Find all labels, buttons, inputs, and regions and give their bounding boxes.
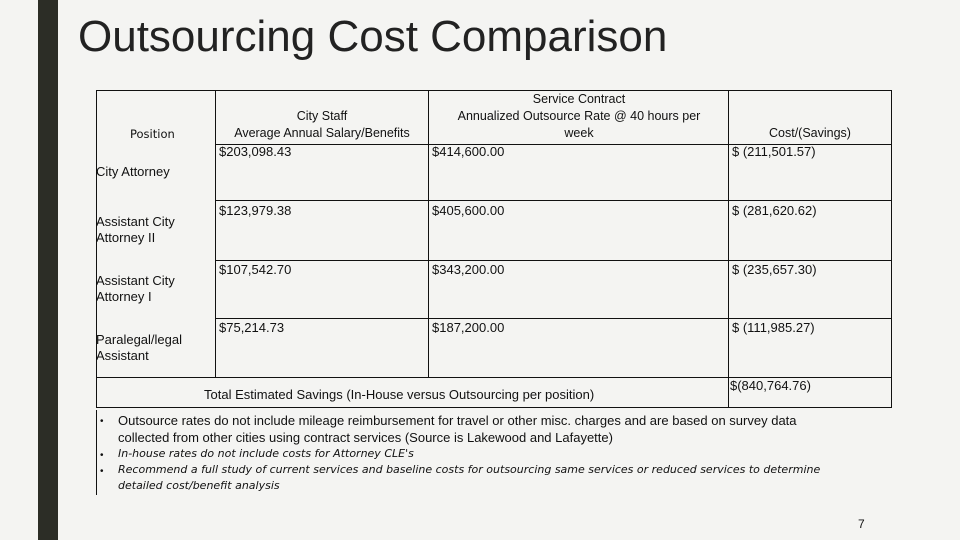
row-cost-savings: $ (111,985.27) (732, 320, 815, 335)
note-recommendation: Recommend a full study of current services and baseline costs for outsourcing same services or reduced services to determine detailed cost/benefit analysis (118, 463, 821, 492)
table-border-right (891, 90, 892, 408)
row-city-staff-cost: $203,098.43 (219, 144, 292, 159)
slide-title: Outsourcing Cost Comparison (78, 12, 668, 61)
row-city-staff-cost: $75,214.73 (219, 320, 285, 335)
row-position: Paralegal/legal Assistant (96, 332, 183, 363)
row-position: City Attorney (96, 164, 170, 179)
row-contract-cost: $414,600.00 (432, 144, 505, 159)
note-in-house-rates: In-house rates do not include costs for Attorney CLE's (118, 447, 414, 460)
bullet-marker: • (100, 450, 104, 461)
left-accent-bar (38, 0, 58, 540)
row-cost-savings: $ (281,620.62) (732, 203, 817, 218)
table-border-bottom (96, 407, 892, 408)
bullet-marker: • (100, 466, 104, 477)
cost-comparison-table (96, 90, 892, 408)
header-position: Position (130, 127, 175, 141)
page-number: 7 (858, 517, 865, 531)
total-label: Total Estimated Savings (In-House versus Outsourcing per position) (204, 387, 595, 402)
row-cost-savings: $ (211,501.57) (732, 144, 816, 159)
bullet-marker: • (100, 416, 104, 427)
row-position: Assistant City Attorney I (96, 273, 175, 304)
row-divider-3 (215, 260, 892, 261)
row-divider-2 (215, 200, 892, 201)
row-cost-savings: $ (235,657.30) (732, 262, 817, 277)
row-city-staff-cost: $123,979.38 (219, 203, 292, 218)
header-service-contract: Service Contract Annualized Outsource Rate @ 40 hours per week (457, 92, 701, 140)
row-contract-cost: $187,200.00 (432, 320, 505, 335)
row-city-staff-cost: $107,542.70 (219, 262, 292, 277)
row-contract-cost: $405,600.00 (432, 203, 505, 218)
header-cost-savings: Cost/(Savings) (769, 126, 851, 140)
footnotes (96, 410, 892, 495)
footnotes-left-rule (96, 410, 97, 495)
row-position: Assistant City Attorney II (96, 214, 175, 245)
total-value: $(840,764.76) (730, 378, 811, 393)
row-contract-cost: $343,200.00 (432, 262, 505, 277)
header-city-staff: City Staff Average Annual Salary/Benefits (234, 109, 410, 140)
note-outsource-rates: Outsource rates do not include mileage reimbursement for travel or other misc. charges and are based on survey data collected from other cities using contract services (Source is Lakewood and Lafayette) (118, 413, 797, 445)
row-divider-4 (215, 318, 892, 319)
